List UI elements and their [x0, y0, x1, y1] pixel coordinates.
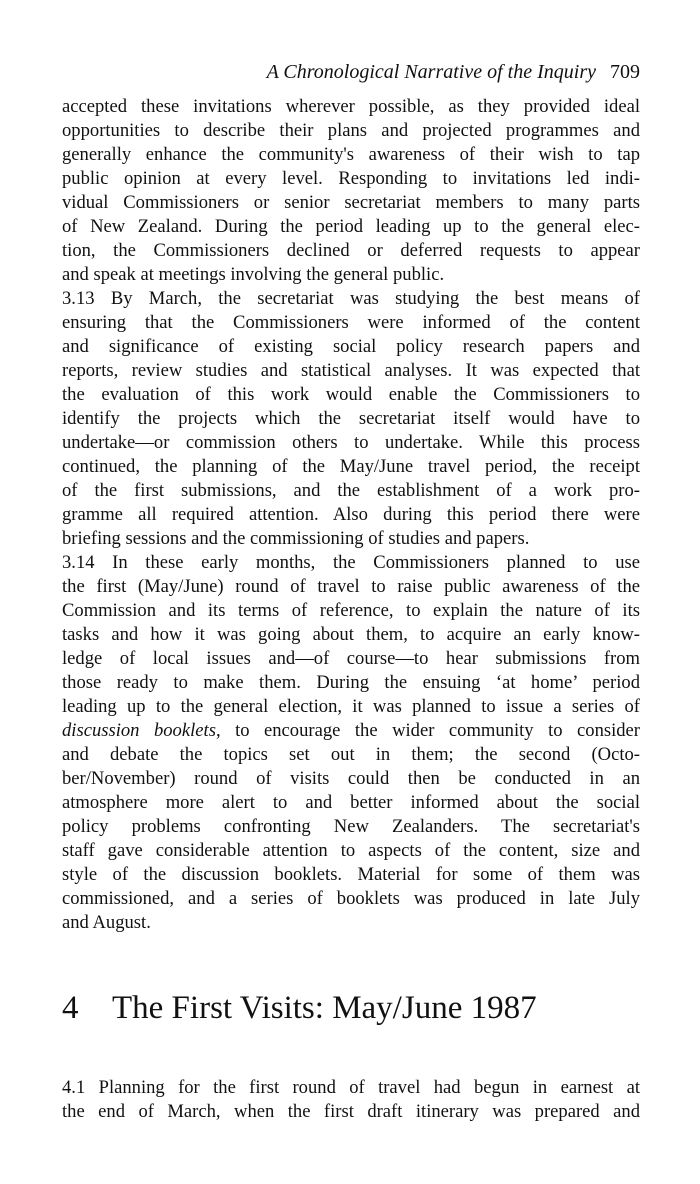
running-head-title: A Chronological Narrative of the Inquiry — [266, 61, 596, 83]
text-line: the first (May/June) round of travel to raise public awareness of the — [62, 576, 640, 597]
text-line: ber/November) round of visits could then be conducted in an — [62, 768, 640, 789]
paragraph-continued — [62, 95, 640, 287]
text-line: the evaluation of this work would enable the Commissioners to — [62, 384, 640, 405]
text-line: tion, the Commissioners declined or deferred requests to appear — [62, 240, 640, 261]
italic-phrase-rest: , to encourage the wider community to consider — [215, 720, 641, 741]
text-line: style of the discussion booklets. Material for some of them was — [62, 864, 640, 885]
chapter-title: The First Visits: May/June 1987 — [112, 990, 537, 1026]
text-line: atmosphere more alert to and better informed about the social — [62, 792, 640, 813]
text-line-italic-phrase — [62, 719, 640, 743]
text-line: identify the projects which the secretariat itself would have to — [62, 408, 640, 429]
chapter-number: 4 — [62, 990, 79, 1026]
paragraph-3-14 — [62, 551, 640, 935]
body-text — [62, 95, 640, 935]
text-line: accepted these invitations wherever possible, as they provided ideal — [62, 96, 640, 117]
text-line: opportunities to describe their plans and projected programmes and — [62, 120, 640, 141]
text-line: policy problems confronting New Zealanders. The secretariat's — [62, 816, 640, 837]
text-line: 4.1 Planning for the first round of travel had begun in earnest at — [62, 1077, 640, 1098]
text-line: undertake—or commission others to undertake. While this process — [62, 432, 640, 453]
italic-phrase: discussion booklets — [62, 720, 216, 741]
text-line: vidual Commissioners or senior secretariat members to many parts — [62, 192, 640, 213]
page-number: 709 — [610, 61, 640, 83]
text-line: of the first submissions, and the establishment of a work pro- — [62, 480, 640, 501]
text-line: and speak at meetings involving the general public. — [62, 264, 445, 285]
text-line: ensuring that the Commissioners were informed of the content — [62, 312, 640, 333]
chapter-heading — [62, 988, 640, 1028]
text-line: reports, review studies and statistical analyses. It was expected that — [62, 360, 640, 381]
text-line: staff gave considerable attention to aspects of the content, size and — [62, 840, 640, 861]
paragraph-3-13 — [62, 287, 640, 551]
text-line: and debate the topics set out in them; the second (Octo- — [62, 744, 640, 765]
text-line: those ready to make them. During the ensuing ‘at home’ period — [62, 672, 640, 693]
text-line: commissioned, and a series of booklets was produced in late July — [62, 888, 640, 909]
running-head — [62, 60, 640, 84]
text-line: continued, the planning of the May/June travel period, the receipt — [62, 456, 640, 477]
paragraph-4-1 — [62, 1076, 640, 1124]
text-line: of New Zealand. During the period leading up to the general elec- — [62, 216, 640, 237]
text-line: briefing sessions and the commissioning of studies and papers. — [62, 528, 530, 549]
text-line: public opinion at every level. Responding to invitations led indi- — [62, 168, 640, 189]
text-line: and significance of existing social policy research papers and — [62, 336, 640, 357]
text-line: and August. — [62, 912, 151, 933]
text-line: 3.13 By March, the secretariat was studying the best means of — [62, 288, 640, 309]
text-line: leading up to the general election, it was planned to issue a series of — [62, 696, 640, 717]
text-line: the end of March, when the first draft itinerary was prepared and — [62, 1101, 640, 1122]
text-line: Commission and its terms of reference, to explain the nature of its — [62, 600, 640, 621]
text-line: tasks and how it was going about them, to acquire an early know- — [62, 624, 640, 645]
text-line: 3.14 In these early months, the Commissioners planned to use — [62, 552, 640, 573]
text-line: gramme all required attention. Also during this period there were — [62, 504, 640, 525]
text-line: ledge of local issues and—of course—to hear submissions from — [62, 648, 640, 669]
text-line: generally enhance the community's awareness of their wish to tap — [62, 144, 640, 165]
